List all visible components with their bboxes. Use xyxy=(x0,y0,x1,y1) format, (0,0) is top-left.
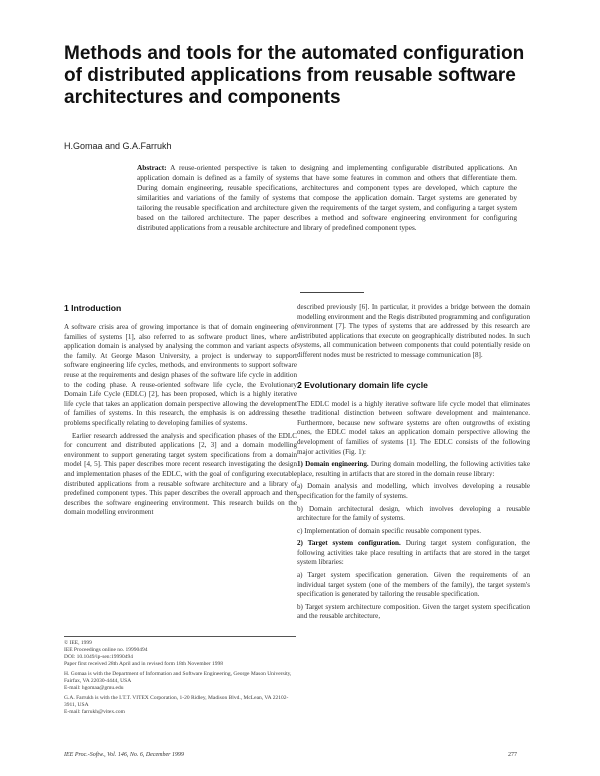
footnote-copyright: © IEE, 1999 xyxy=(64,640,92,646)
right-column xyxy=(297,303,530,625)
abstract-divider xyxy=(300,292,364,293)
footnote-doi: DOI: 10.1049/ip-sen:19990494 xyxy=(64,654,134,660)
list-item xyxy=(297,539,530,568)
list-item-text: During domain modelling, the following activities take place, resulting in artifacts that are stored in the domain reuse library: xyxy=(297,460,530,478)
authors: H.Gomaa and G.A.Farrukh xyxy=(64,141,172,151)
footnote-received: Paper first received 28th April and in revised form 18th November 1998 xyxy=(64,661,224,667)
left-column xyxy=(64,303,297,521)
journal-footer: IEE Proc.-Softw., Vol. 146, No. 6, December 1999 xyxy=(64,752,184,758)
list-item-label: 2) Target system configuration. xyxy=(297,539,401,548)
paragraph: described previously [6]. In particular, it provides a bridge between the domain modelling environment and the Regis distributed programming and configuration environment [7]. The types of systems that are addressed by this research are distributed applications that execute on geographically distributed nodes. In such systems, all communication between components that could potentially reside on different nodes must be restricted to message communication [8]. xyxy=(297,303,530,359)
section-heading-edlc: 2 Evolutionary domain life cycle xyxy=(297,379,428,390)
list-item-label: 1) Domain engineering. xyxy=(297,460,369,469)
footnote-email: E-mail: farrukh@vitex.com xyxy=(64,709,125,715)
footnote-affiliation: H. Gomaa is with the Department of Information and Software Engineering, George Mason University, Fairfax, VA 22030-4444, USA xyxy=(64,671,292,684)
footnote-email: E-mail: hgomaa@gmu.edu xyxy=(64,685,124,691)
list-item-text: During target system configuration, the following activities take place resulting in artifacts that are stored in the target system libraries: xyxy=(297,539,530,567)
footnote-affiliation: G.A. Farrukh is with the I.T.T. VITEX Corporation, 1-20 Ridley, Madison Blvd., McLean, VA 22102-3911, USA xyxy=(64,695,289,708)
abstract-label: Abstract: xyxy=(137,163,167,172)
abstract-text: A reuse-oriented perspective is taken to designing and implementing configurable distributed applications. An application domain is defined as a family of systems that have some features in common and others that differentiate them. During domain engineering, reusable specifications, architectures and component types are developed, which capture the similarities and variations of the family of systems that compose the application domain. Target systems are generated by tailoring the reusable specification and architecture given the requirements of the target system, and configuring a target system based on the tailored architecture. The paper describes a method and software engineering environment for configuring distributed applications from a reusable architecture and library of predefined component types. xyxy=(137,163,517,232)
paragraph: A software crisis area of growing importance is that of domain engineering of families of systems [1], also referred to as software product lines, where an application domain is analysed by analysing the common and variant aspects of the family. At George Mason University, a project is underway to support software engineering life cycles, methods, and environments to support software reuse at the requirements and design phases of the software life cycle in addition to the coding phase. A reuse-oriented software life cycle, the Evolutionary Domain Life Cycle (EDLC) [2], has been proposed, which is a highly iterative life cycle that takes an application domain perspective allowing the development of families of systems. In this research, the emphasis is on addressing these problems specifically relating to developing families of systems. xyxy=(64,323,297,427)
footnote-proceedings: IEE Proceedings online no. 19990494 xyxy=(64,647,148,653)
list-item: c) Implementation of domain specific reusable component types. xyxy=(297,526,481,535)
paragraph: The EDLC model is a highly iterative software life cycle model that eliminates the traditional distinction between software development and maintenance. Furthermore, because new software systems are often outgrowths of existing ones, the EDLC model takes an application domain perspective allowing the development of families of systems [1]. The EDLC consists of the following major activities (Fig. 1): xyxy=(297,399,530,456)
section-heading-introduction: 1 Introduction xyxy=(64,303,122,313)
paper-title: Methods and tools for the automated configuration of distributed applications from reusable software architectures and components xyxy=(64,43,525,108)
list-item: a) Target system specification generation. Given the requirements of an individual target system (one of the members of the family), the target system's specification is generated by tailoring the reusable specification. xyxy=(297,571,530,599)
footnotes xyxy=(64,636,296,716)
list-item: a) Domain analysis and modelling, which involves developing a reusable specification for the family of systems. xyxy=(297,482,530,500)
list-item: b) Target system architecture composition. Given the target system specification and the reusable architecture, xyxy=(297,602,530,621)
abstract xyxy=(137,163,517,233)
paragraph: Earlier research addressed the analysis and specification phases of the EDLC for concurrent and distributed applications [2, 3] and a domain modelling environment to support generating target system specifications from a domain model [4, 5]. This paper describes more recent research investigating the design and implementation phases of the EDLC, with the goal of configuring executable distributed applications from a reusable software architecture and a library of predefined component types. This paper describes the overall approach and then describes the software engineering environment. This research builds on the domain modelling environment xyxy=(64,431,297,517)
page-number: 277 xyxy=(508,752,517,758)
list-item: b) Domain architectural design, which involves developing a reusable architecture for the family of systems. xyxy=(297,504,530,523)
list-item xyxy=(297,460,530,479)
